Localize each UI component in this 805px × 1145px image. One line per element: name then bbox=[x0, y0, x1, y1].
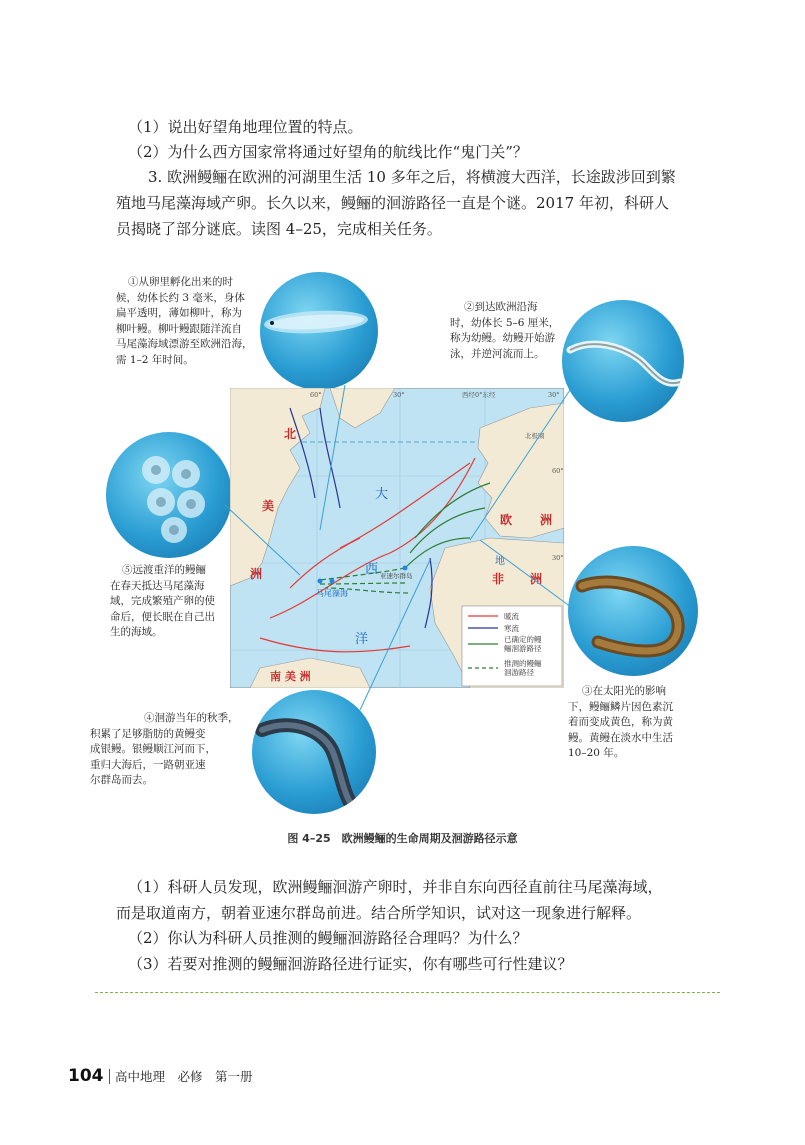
label-africa-zhou: 洲 bbox=[530, 572, 543, 586]
note-2-line: 时，幼体长 5–6 厘米， bbox=[450, 316, 560, 329]
note-4-line: ④洄游当年的秋季， bbox=[144, 712, 239, 724]
note-5-line: 域，完成繁殖产卵的使 bbox=[110, 595, 215, 607]
figure-caption: 图 4–25 欧洲鳗鲡的生命周期及洄游路径示意 bbox=[287, 832, 518, 845]
note-1-line: 扁平透明，薄如柳叶，称为 bbox=[116, 307, 242, 319]
note-1-line: 需 1–2 年时间。 bbox=[116, 353, 194, 366]
note-1-line: 候，幼体长约 3 毫米，身体 bbox=[116, 291, 245, 304]
label-sargasso: 马尾藻海 bbox=[316, 589, 348, 598]
note-3-line: 着而变成黄色，称为黄 bbox=[568, 716, 673, 728]
note-5-line: 命后，便长眠在自己出 bbox=[110, 610, 215, 623]
question-2: （2）为什么西方国家常将通过好望角的航线比作“鬼门关”？ bbox=[128, 143, 528, 161]
footer-divider bbox=[109, 1069, 111, 1084]
label-lat30: 30° bbox=[552, 554, 564, 562]
label-lon60: 60° bbox=[310, 391, 322, 399]
page-number: 104 bbox=[68, 1066, 104, 1086]
label-europe: 欧 bbox=[500, 513, 513, 527]
label-da: 大 bbox=[375, 487, 389, 502]
note-1-line: 柳叶鳗。柳叶鳗跟随洋流自 bbox=[116, 322, 242, 335]
label-lon30: 30° bbox=[393, 391, 405, 399]
note-2-line: 泳，并逆河流而上。 bbox=[450, 347, 545, 360]
task3-line3: 员揭晓了部分谜底。读图 4–25，完成相关任务。 bbox=[116, 220, 442, 238]
legend-confirmed-label-2: 鲡洄游路径 bbox=[504, 644, 542, 653]
legend-confirmed-label: 已确定的鳗 bbox=[504, 635, 542, 644]
section-divider bbox=[95, 992, 720, 993]
note-5-line: 在春天抵达马尾藻海 bbox=[110, 579, 205, 592]
note-1-line: 马尾藻海域漂游至欧洲沿海， bbox=[116, 338, 253, 350]
label-south-america: 南 美 洲 bbox=[270, 670, 311, 683]
page-footer bbox=[68, 1066, 253, 1086]
book-title: 高中地理 必修 第一册 bbox=[115, 1069, 253, 1084]
note-3-line: ③在太阳光的影响 bbox=[582, 685, 666, 697]
label-europe-zhou: 洲 bbox=[540, 513, 553, 527]
label-di: 地 bbox=[495, 556, 505, 567]
note-5-line: ⑤远渡重洋的鳗鲡 bbox=[122, 564, 206, 576]
note-4-line: 尔群岛而去。 bbox=[90, 774, 153, 786]
note-3-line: 10–20 年。 bbox=[568, 747, 625, 759]
note-4-line: 成银鳗。银鳗顺江河而下， bbox=[90, 743, 216, 755]
legend-cold-label: 寒流 bbox=[504, 624, 519, 633]
label-yang: 洋 bbox=[355, 632, 369, 647]
legend-warm-label: 暖流 bbox=[504, 612, 519, 621]
label-america-zhou: 洲 bbox=[250, 567, 263, 581]
label-arctic-circle: 北极圈 bbox=[525, 432, 545, 440]
label-america: 美 bbox=[262, 499, 275, 513]
note-2-line: ②到达欧洲沿海 bbox=[464, 301, 538, 313]
label-xi: 西 bbox=[365, 562, 379, 577]
note-2-line: 称为幼鳗。幼鳗开始游 bbox=[450, 332, 555, 344]
label-lon30e: 30° bbox=[548, 391, 560, 399]
note-1-line: ①从卵里孵化出来的时 bbox=[128, 276, 233, 288]
note-4-line: 重归大海后，一路朝亚速 bbox=[90, 758, 206, 771]
label-meridian: 西经0°东经 bbox=[462, 391, 496, 399]
task3-line2: 殖地马尾藻海域产卵。长久以来，鳗鲡的洄游路径一直是个谜。2017 年初，科研人 bbox=[116, 194, 669, 212]
note-4-line: 积累了足够脂肪的黄鳗变 bbox=[90, 727, 206, 740]
legend-presumed-label-2: 洄游路径 bbox=[504, 668, 534, 677]
legend-presumed-label: 推测的鳗鲡 bbox=[504, 659, 542, 668]
label-north: 北 bbox=[284, 427, 297, 441]
label-lat60: 60° bbox=[552, 467, 564, 475]
task3-line1: 3. 欧洲鳗鲡在欧洲的河湖里生活 10 多年之后，将横渡大西洋，长途跋涉回到繁 bbox=[148, 168, 676, 186]
task-1-line2: 而是取道南方，朝着亚速尔群岛前进。结合所学知识，试对这一现象进行解释。 bbox=[116, 904, 642, 922]
task-1-line1: （1）科研人员发现，欧洲鳗鲡洄游产卵时，并非自东向西径直前往马尾藻海域， bbox=[128, 878, 663, 896]
note-5-line: 生的海域。 bbox=[110, 626, 163, 638]
label-africa: 非 bbox=[492, 572, 505, 586]
note-3-line: 下，鳗鲡鳞片因色素沉 bbox=[568, 700, 673, 713]
task-3: （3）若要对推测的鳗鲡洄游路径进行证实，你有哪些可行性建议？ bbox=[128, 955, 573, 973]
task-2: （2）你认为科研人员推测的鳗鲡洄游路径合理吗？为什么？ bbox=[128, 929, 528, 947]
question-1: （1）说出好望角地理位置的特点。 bbox=[128, 118, 363, 136]
note-3-line: 鳗。黄鳗在淡水中生活 bbox=[568, 731, 673, 744]
label-azores: 亚速尔群岛 bbox=[380, 572, 413, 580]
